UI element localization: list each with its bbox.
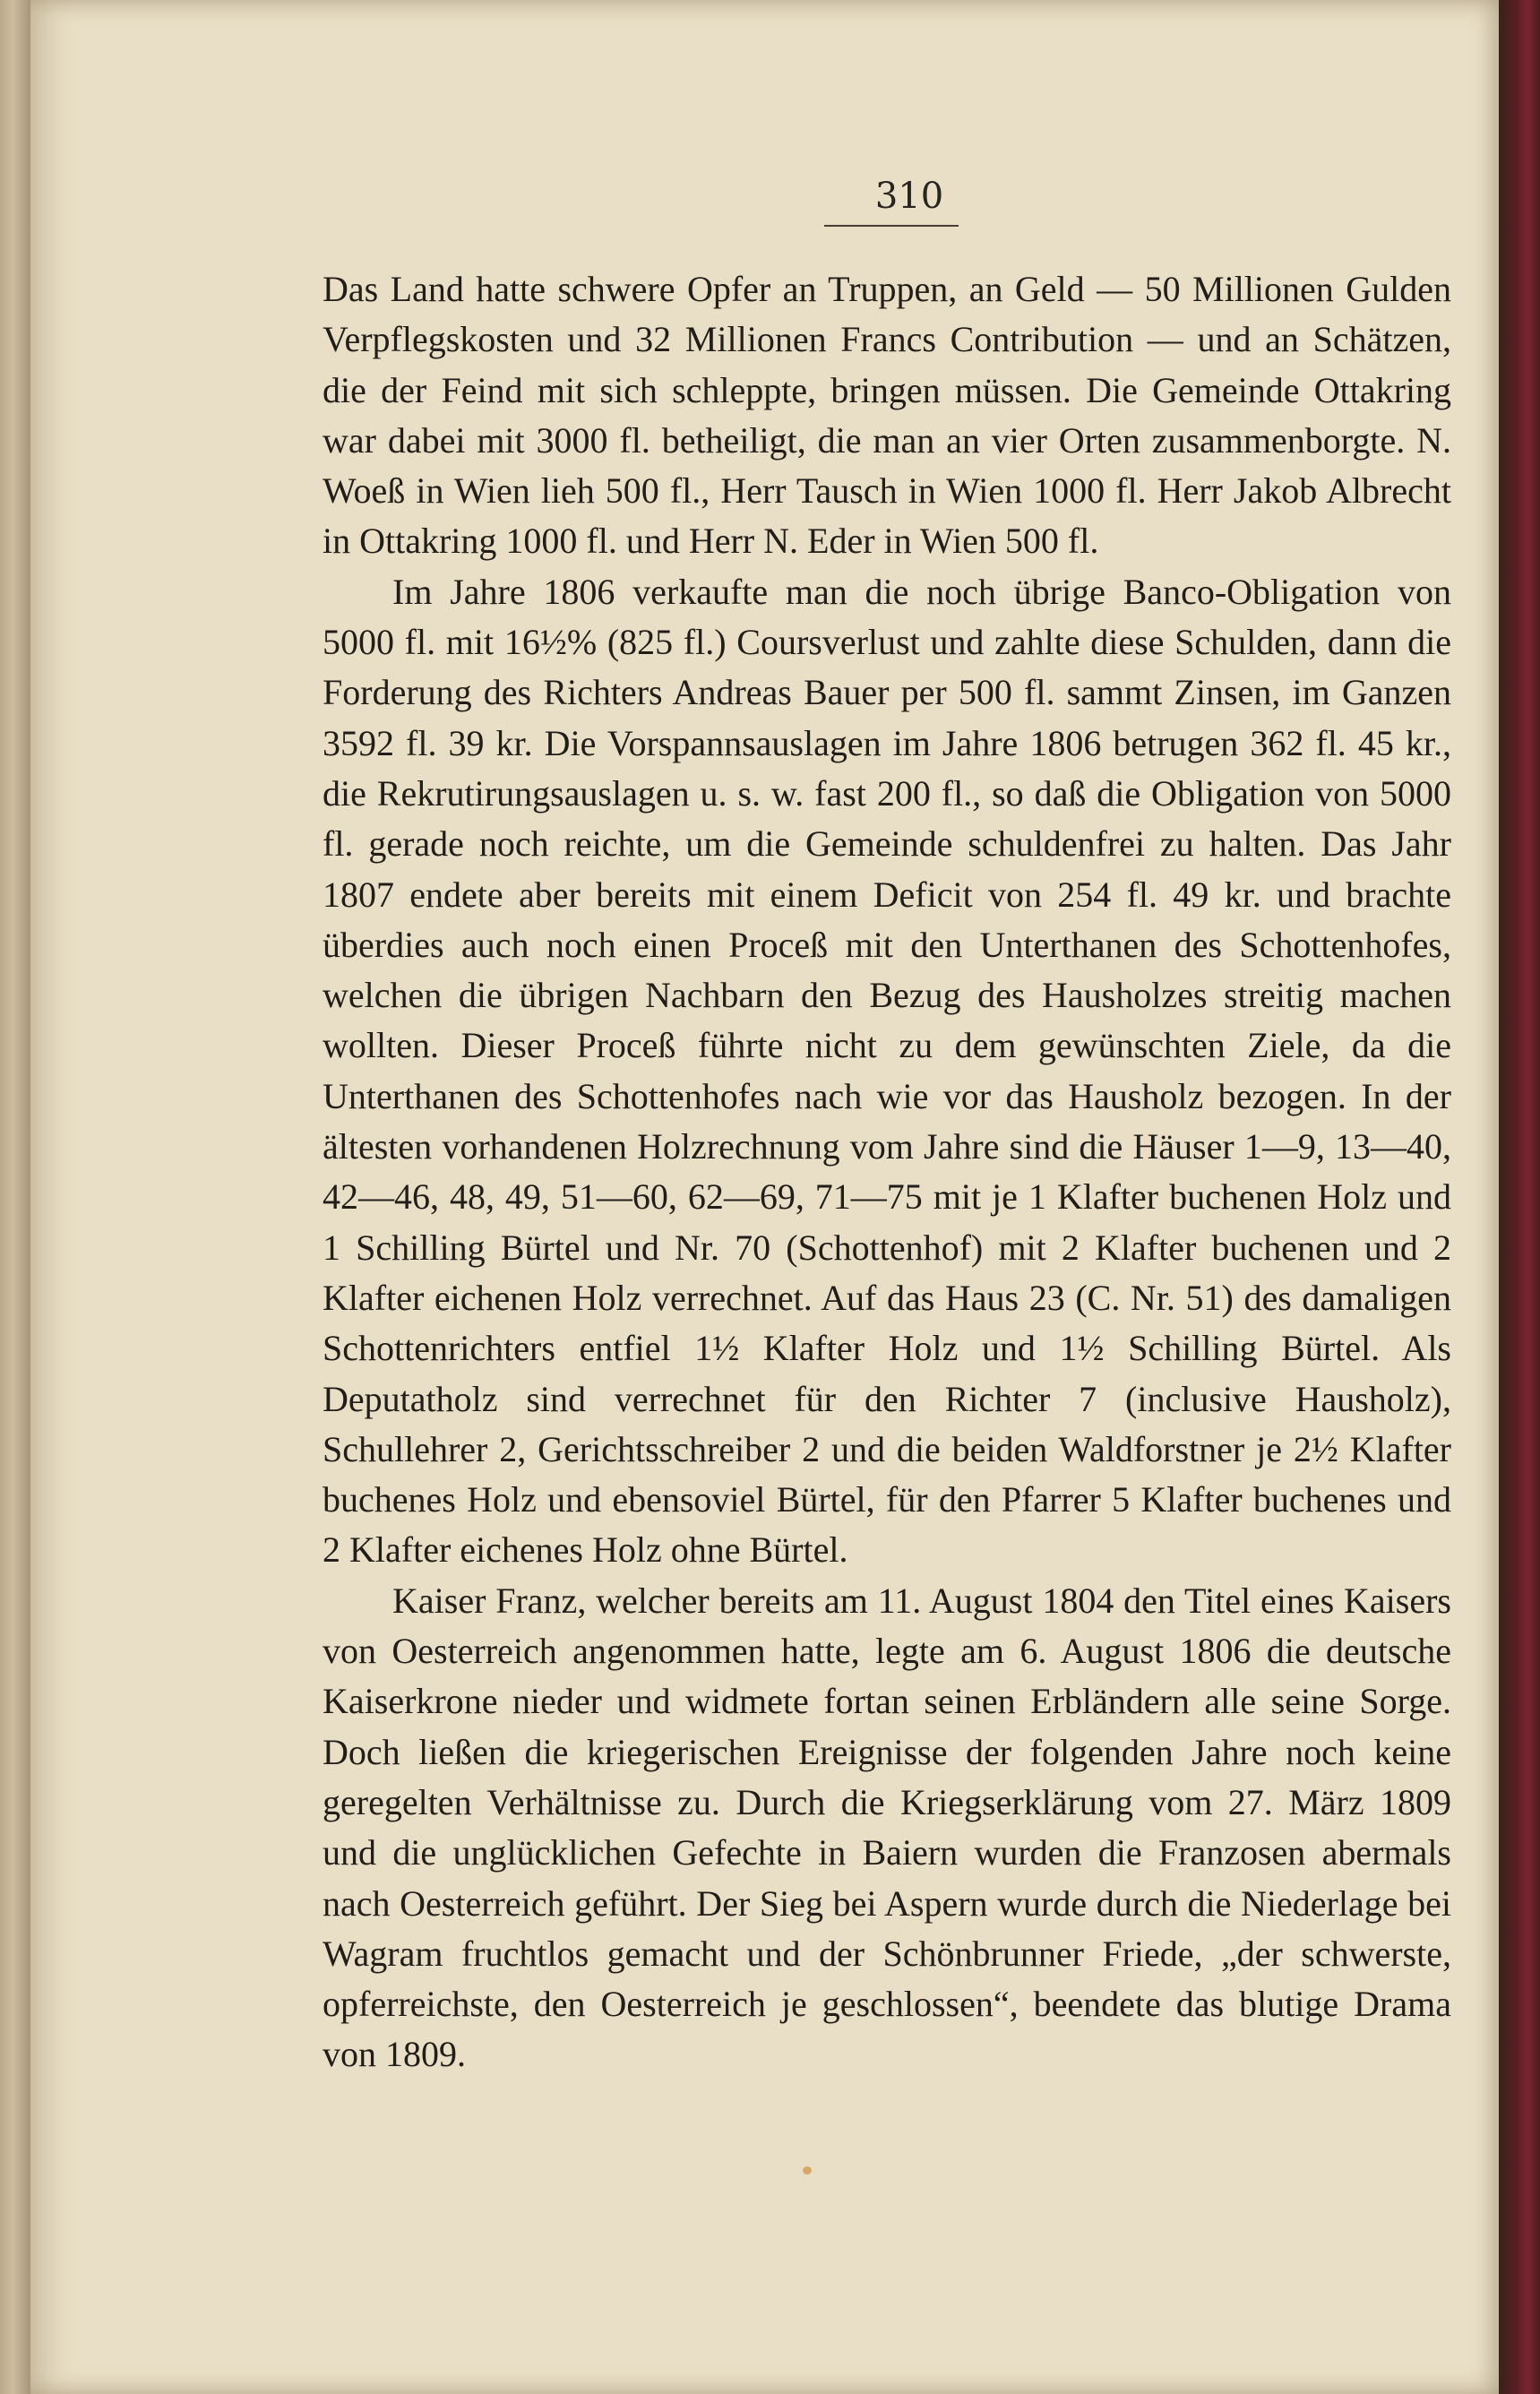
paragraph-2: Im Jahre 1806 verkaufte man die noch übrige Banco-Obligation von 5000 fl. mit 16½% (825 fl.) Coursverlust und zahlte diese Schulden, dann die Forderung des Richters Andreas Bauer per 500 fl. sammt Zinsen, im Ganzen 3592 fl. 39 kr. Die Vorspannsauslagen im Jahre 1806 betrugen 362 fl. 45 kr., die Rekrutirungsauslagen u. s. w. fast 200 fl., so daß die Obligation von 5000 fl. gerade noch reichte, um die Gemeinde schuldenfrei zu halten. Das Jahr 1807 endete aber bereits mit einem Deficit von 254 fl. 49 kr. und brachte überdies auch noch einen Proceß mit den Unterthanen des Schottenhofes, welchen die übrigen Nachbarn den Bezug des Hausholzes streitig machen wollten. Dieser Proceß führte nicht zu dem gewünschten Ziele, da die Unterthanen des Schottenhofes nach wie vor das Hausholz bezogen. In der ältesten vorhandenen Holzrechnung vom Jahre sind die Häuser 1—9, 13—40, 42—46, 48, 49, 51—60, 62—69, 71—75 mit je 1 Klafter buchenen Holz und 1 Schilling Bürtel und Nr. 70 (Schottenhof) mit 2 Klafter buchenen und 2 Klafter eichenen Holz verrechnet. Auf das Haus 23 (C. Nr. 51) des damaligen Schottenrichters entfiel 1½ Klafter Holz und 1½ Schilling Bürtel. Als Deputatholz sind verrechnet für den Richter 7 (inclusive Hausholz), Schullehrer 2, Gerichtsschreiber 2 und die beiden Waldforstner je 2½ Klafter buchenes Holz und ebensoviel Bürtel, für den Pfarrer 5 Klafter buchenes und 2 Klafter eichenes Holz ohne Bürtel. — [323, 571, 1451, 1571]
page-number-rule — [824, 225, 959, 227]
page-number-container — [806, 176, 1012, 217]
book-cover-edge — [1499, 0, 1540, 2394]
paragraph-1: Das Land hatte schwere Opfer an Truppen, an Geld — 50 Millionen Gulden Verpflegskosten und 32 Millionen Francs Contribution — und an Schätzen, die der Feind mit sich schleppte, bringen müssen. Die Gemeinde Ottakring war dabei mit 3000 fl. betheiligt, die man an vier Orten zusammenborgte. N. Woeß in Wien lieh 500 fl., Herr Tausch in Wien 1000 fl. Herr Jakob Albrecht in Ottakring 1000 fl. und Herr N. Eder in Wien 500 fl. — [323, 269, 1451, 562]
body-text — [323, 264, 1451, 2080]
page-number: 310 — [874, 176, 944, 217]
paper-stain — [803, 2166, 812, 2174]
book-left-edge — [0, 0, 30, 2394]
paragraph-3: Kaiser Franz, welcher bereits am 11. August 1804 den Titel eines Kaisers von Oesterreich angenommen hatte, legte am 6. August 1806 die deutsche Kaiserkrone nieder und widmete fortan seinen Erbländern alle seine Sorge. Doch ließen die kriegerischen Ereignisse der folgenden Jahre noch keine geregelten Verhältnisse zu. Durch die Kriegserklärung vom 27. März 1809 und die unglücklichen Gefechte in Baiern wurden die Franzosen abermals nach Oesterreich geführt. Der Sieg bei Aspern wurde durch die Niederlage bei Wagram fruchtlos gemacht und der Schönbrunner Friede, „der schwerste, opferreichste, den Oesterreich je geschlossen“, beendete das blutige Drama von 1809. — [323, 1580, 1451, 2075]
